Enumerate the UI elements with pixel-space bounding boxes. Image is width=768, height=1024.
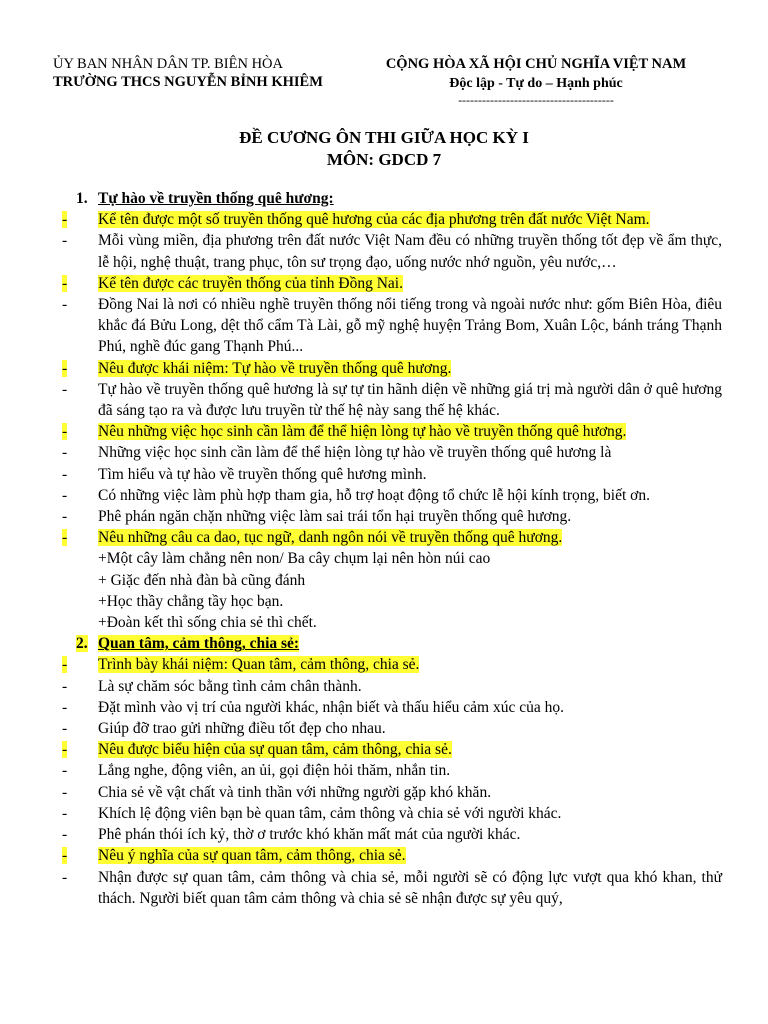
bullet: - xyxy=(62,741,68,759)
header-divider: --------------------------------------- xyxy=(458,93,614,107)
answer-item xyxy=(62,442,722,463)
bullet: - xyxy=(62,783,68,801)
question-item xyxy=(62,273,722,294)
answer-item xyxy=(62,803,722,824)
section-number: 1. xyxy=(76,190,88,207)
bullet: - xyxy=(62,720,68,738)
answer-text: Những việc học sinh cần làm để thể hiện lòng tự hào về truyền thống quê hương là xyxy=(98,444,612,462)
bullet: - xyxy=(62,380,68,398)
answer-text: Chia sẻ về vật chất và tinh thần với những người gặp khó khăn. xyxy=(98,783,492,801)
answer-text: Giúp đỡ trao gửi những điều tốt đẹp cho nhau. xyxy=(98,720,386,738)
question-item xyxy=(62,358,722,379)
answer-item xyxy=(62,782,722,803)
section-number: 2. xyxy=(76,635,88,653)
answer-item xyxy=(62,824,722,845)
answer-item xyxy=(62,760,722,781)
question-item xyxy=(62,421,722,442)
bullet: - xyxy=(62,804,68,822)
question-item xyxy=(62,654,722,675)
issuer-school: TRƯỜNG THCS NGUYỄN BỈNH KHIÊM xyxy=(53,74,323,90)
question-text: Nêu được khái niệm: Tự hào về truyền thống quê hương. xyxy=(98,359,452,377)
proverb-line: +Một cây làm chẳng nên non/ Ba cây chụm lại nên hòn núi cao xyxy=(98,550,491,568)
bullet: - xyxy=(62,232,68,250)
answer-text: Là sự chăm sóc bằng tình cảm chân thành. xyxy=(98,677,362,695)
answer-item xyxy=(62,230,722,272)
bullet: - xyxy=(62,826,68,844)
section-title: Tự hào về truyền thống quê hương: xyxy=(98,190,334,207)
answer-item xyxy=(62,485,722,506)
bullet: - xyxy=(62,423,68,441)
question-item xyxy=(62,527,722,548)
national-motto: Độc lập - Tự do – Hạnh phúc xyxy=(449,76,623,91)
bullet: - xyxy=(62,508,68,526)
answer-text: Mỗi vùng miền, địa phương trên đất nước Việt Nam đều có những truyền thống tốt đẹp về ẩm thực, lễ hội, nghệ thuật, trang phục, tôn sư trọng đạo, uống nước nhớ nguồn, yêu nước,… xyxy=(98,232,722,271)
proverb-line: +Học thầy chẳng tầy học bạn. xyxy=(98,592,284,610)
bullet: - xyxy=(62,296,68,314)
bullet: - xyxy=(62,762,68,780)
bullet: - xyxy=(62,868,68,886)
answer-item xyxy=(62,506,722,527)
answer-text: Phê phán ngăn chặn những việc làm sai trái tổn hại truyền thống quê hương. xyxy=(98,508,572,526)
answer-text: Nhận được sự quan tâm, cảm thông và chia sẻ, mỗi người sẽ có động lực vượt qua khó khan, thử thách. Người biết quan tâm cảm thông và chia sẻ sẽ nhận được sự yêu quý, xyxy=(98,868,722,907)
question-item xyxy=(62,845,722,866)
bullet: - xyxy=(62,444,68,462)
issuer-authority: ỦY BAN NHÂN DÂN TP. BIÊN HÒA xyxy=(53,56,283,72)
bullet: - xyxy=(62,486,68,504)
national-header xyxy=(350,55,722,107)
bullet: - xyxy=(62,529,68,547)
answer-text: Lắng nghe, động viên, an ủi, gọi điện hỏi thăm, nhắn tin. xyxy=(98,762,451,780)
national-name: CỘNG HÒA XÃ HỘI CHỦ NGHĨA VIỆT NAM xyxy=(385,56,687,72)
document-body xyxy=(62,188,722,909)
bullet: - xyxy=(62,465,68,483)
document-title xyxy=(0,127,768,171)
question-text: Trình bày khái niệm: Quan tâm, cảm thông, chia sẻ. xyxy=(98,656,420,674)
question-text: Kể tên được một số truyền thống quê hương của các địa phương trên đất nước Việt Nam. xyxy=(98,211,650,229)
answer-text: Có những việc làm phù hợp tham gia, hỗ trợ hoạt động tổ chức lễ hội kính trọng, biết ơn. xyxy=(98,486,650,504)
bullet: - xyxy=(62,211,68,229)
section-title: Quan tâm, cảm thông, chia sẻ: xyxy=(98,635,300,653)
answer-item xyxy=(62,379,722,421)
question-text: Nêu những việc học sinh cần làm để thể hiện lòng tự hào về truyền thống quê hương. xyxy=(98,423,627,441)
answer-text: Tự hào về truyền thống quê hương là sự tự tin hãnh diện về những giá trị mà người dân ở quê hương đã sáng tạo ra và được lưu truyền từ thế hệ này sang thế hệ khác. xyxy=(98,380,722,420)
bullet: - xyxy=(62,656,68,674)
proverb-line: + Giặc đến nhà đàn bà cũng đánh xyxy=(98,571,306,589)
proverb-line: +Đoàn kết thì sống chia sẻ thì chết. xyxy=(98,614,317,632)
title-line-2: MÔN: GDCD 7 xyxy=(326,150,442,169)
bullet: - xyxy=(62,847,68,865)
answer-text: Tìm hiểu và tự hào về truyền thống quê hương mình. xyxy=(98,465,427,483)
question-item xyxy=(62,209,722,230)
bullet: - xyxy=(62,698,68,716)
answer-item xyxy=(62,867,722,909)
question-text: Kể tên được các truyền thống của tỉnh Đồng Nai. xyxy=(98,274,403,292)
answer-text: Đặt mình vào vị trí của người khác, nhận biết và thấu hiểu cảm xúc của họ. xyxy=(98,698,564,716)
answer-text: Phê phán thói ích kỷ, thờ ơ trước khó khăn mất mát của người khác. xyxy=(98,826,521,844)
answer-item xyxy=(62,697,722,718)
bullet: - xyxy=(62,359,68,377)
answer-item xyxy=(62,294,722,358)
issuer-block xyxy=(53,55,323,91)
title-line-1: ĐỀ CƯƠNG ÔN THI GIỮA HỌC KỲ I xyxy=(239,128,529,147)
section-heading-1 xyxy=(62,188,722,209)
question-text: Nêu ý nghĩa của sự quan tâm, cảm thông, chia sẻ. xyxy=(98,847,406,865)
answer-item xyxy=(62,718,722,739)
answer-text: Khích lệ động viên bạn bè quan tâm, cảm thông và chia sẻ với người khác. xyxy=(98,804,562,822)
bullet: - xyxy=(62,677,68,695)
answer-item xyxy=(62,676,722,697)
answer-item xyxy=(62,464,722,485)
section-heading-2 xyxy=(62,633,722,654)
question-text: Nêu được biểu hiện của sự quan tâm, cảm thông, chia sẻ. xyxy=(98,741,452,759)
answer-text: Đồng Nai là nơi có nhiều nghề truyền thống nổi tiếng trong và ngoài nước như: gốm Biên Hòa, điêu khắc đá Bửu Long, dệt thổ cẩm Tà Lài, gỗ mỹ nghệ huyện Trảng Bom, Xuân Lộc, bánh tráng Thạnh Phú, nghề đúc gang Thạnh Phú... xyxy=(98,296,722,356)
question-item xyxy=(62,739,722,760)
bullet: - xyxy=(62,274,68,292)
question-text: Nêu những câu ca dao, tục ngữ, danh ngôn nói về truyền thống quê hương. xyxy=(98,529,563,547)
